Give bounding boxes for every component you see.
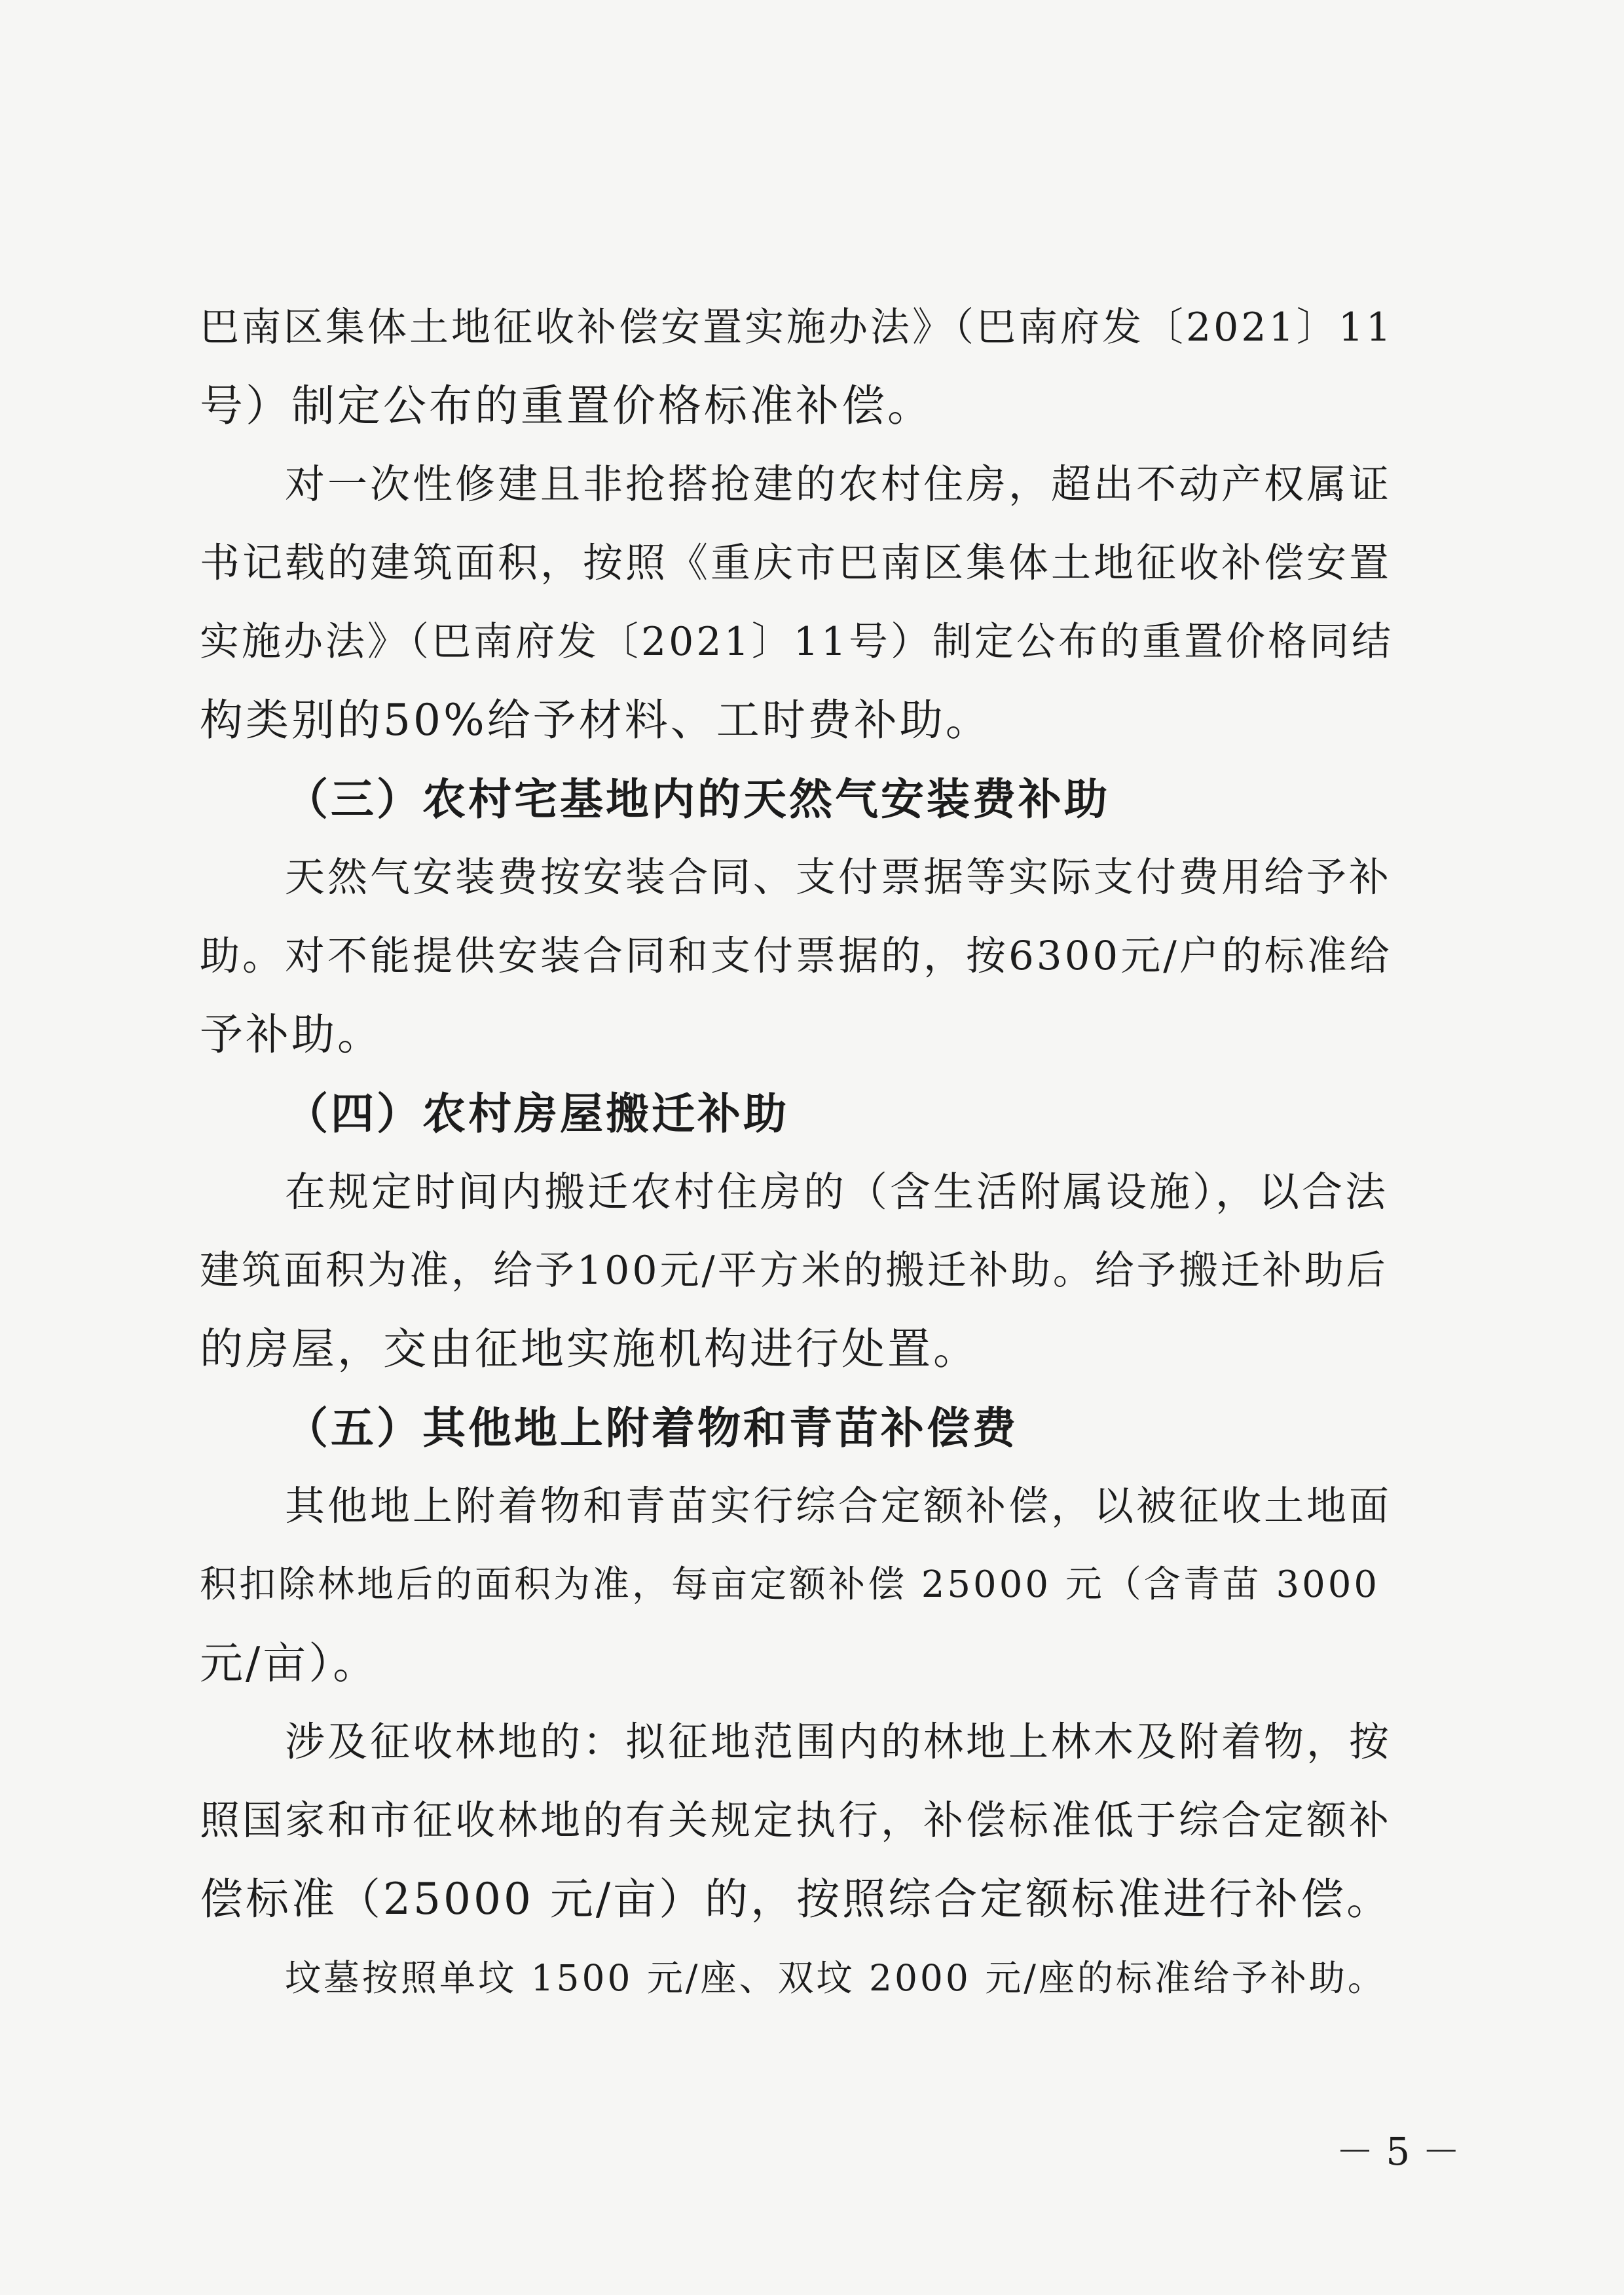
body-line: 构类别的50%给予材料、工时费补助。 [200, 695, 991, 745]
body-line: 偿标准（25000 元/亩）的，按照综合定额标准进行补偿。 [200, 1874, 1393, 1924]
paragraph-start: 坟墓按照单坟 1500 元/座、双坟 2000 元/座的标准给予补助。 [285, 1957, 1386, 1999]
section-heading-4: （四）农村房屋搬迁补助 [285, 1088, 789, 1139]
paragraph-start: 在规定时间内搬迁农村住房的（含生活附属设施），以合法 [285, 1168, 1389, 1216]
paragraph-start: 涉及征收林地的：拟征地范围内的林地上林木及附着物，按 [285, 1719, 1392, 1765]
body-line: 积扣除林地后的面积为准，每亩定额补偿 25000 元（含青苗 3000 [200, 1563, 1380, 1606]
body-line: 照国家和市征收林地的有关规定执行，补偿标准低于综合定额补 [200, 1797, 1392, 1844]
body-line: 书记载的建筑面积，按照《重庆市巴南区集体土地征收补偿安置 [200, 540, 1392, 586]
body-line: 建筑面积为准，给予100元/平方米的搬迁补助。给予搬迁补助后 [200, 1248, 1388, 1294]
section-heading-3: （三）农村宅基地内的天然气安装费补助 [285, 774, 1110, 825]
body-line: 的房屋，交由征地实施机构进行处置。 [200, 1324, 979, 1374]
body-line: 号）制定公布的重置价格标准补偿。 [200, 381, 933, 431]
paragraph-start: 天然气安装费按安装合同、支付票据等实际支付费用给予补 [285, 854, 1392, 901]
body-line: 元/亩）。 [200, 1638, 379, 1689]
body-line: 巴南区集体土地征收补偿安置实施办法》（巴南府发〔2021〕11 [200, 305, 1394, 350]
section-heading-5: （五）其他地上附着物和青苗补偿费 [285, 1402, 1018, 1453]
paragraph-start: 对一次性修建且非抢搭抢建的农村住房，超出不动产权属证 [285, 461, 1392, 508]
body-line: 助。对不能提供安装合同和支付票据的，按6300元/户的标准给 [200, 933, 1392, 979]
body-line: 予补助。 [200, 1009, 383, 1060]
paragraph-start: 其他地上附着物和青苗实行综合定额补偿，以被征收土地面 [285, 1483, 1392, 1529]
page-number: － 5 － [1336, 2129, 1460, 2174]
body-line: 实施办法》（巴南府发〔2021〕11号）制定公布的重置价格同结 [200, 619, 1394, 665]
